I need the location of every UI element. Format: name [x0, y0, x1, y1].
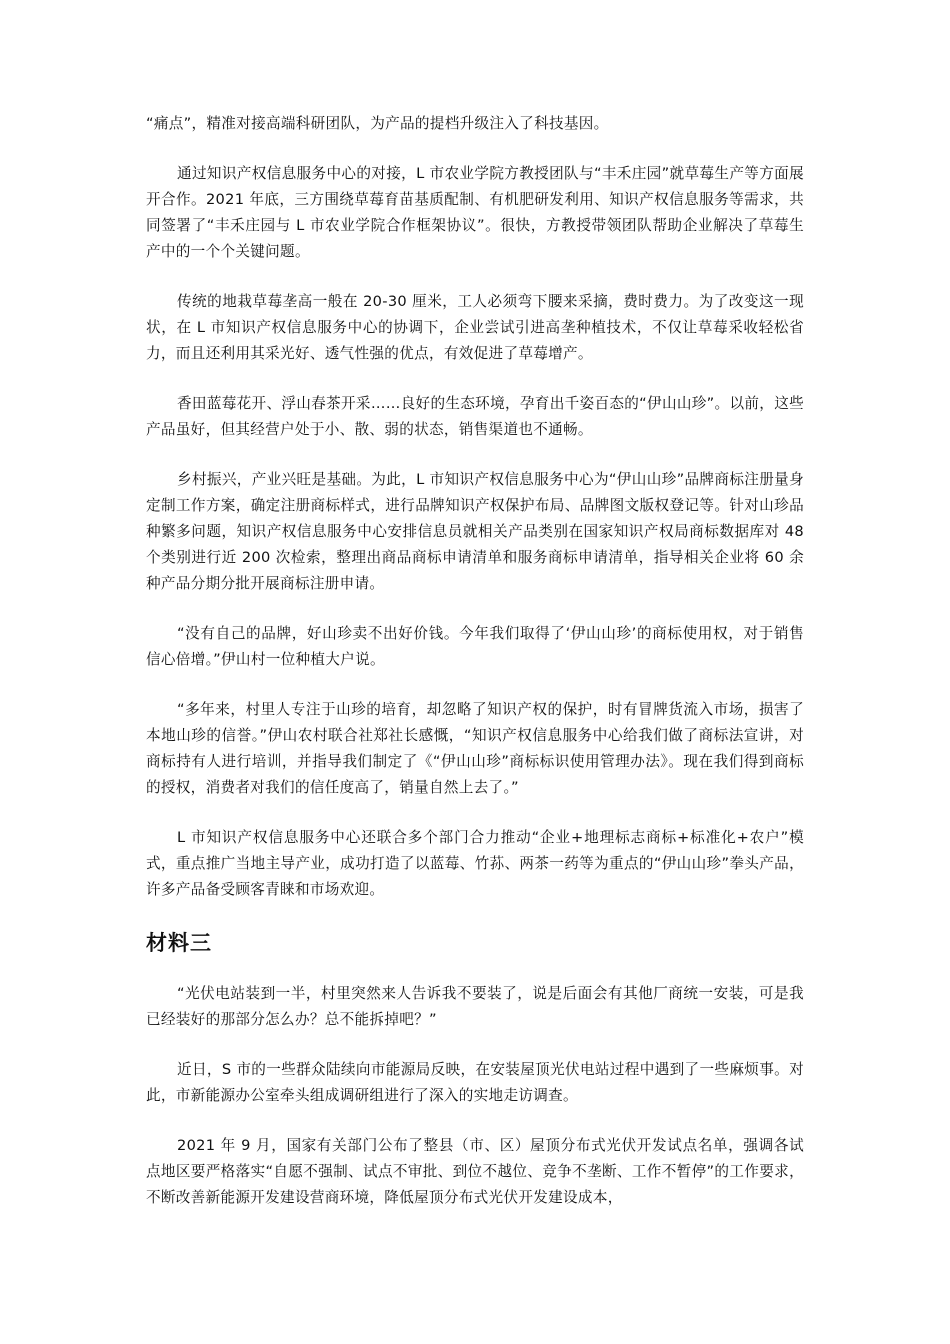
- paragraph-5: 乡村振兴，产业兴旺是基础。为此，L 市知识产权信息服务中心为“伊山山珍”品牌商标注册量身定制工作方案，确定注册商标样式，进行品牌知识产权保护布局、品牌图文版权登记等。针对山珍品种繁多问题，知识产权信息服务中心安排信息员就相关产品类别在国家知识产权局商标数据库对 48 个类别进行近 200 次检索，整理出商品商标申请清单和服务商标申请清单，指导相关企业将 60 余种产品分期分批开展商标注册申请。: [146, 471, 804, 592]
- paragraph-7: “多年来，村里人专注于山珍的培育，却忽略了知识产权的保护，时有冒牌货流入市场，损害了本地山珍的信誉。”伊山农村联合社郑社长感慨，“知识产权信息服务中心给我们做了商标法宣讲，对商标持有人进行培训，并指导我们制定了《“伊山山珍”商标标识使用管理办法》。现在我们得到商标的授权，消费者对我们的信任度高了，销量自然上去了。”: [146, 701, 804, 796]
- paragraph-6: “没有自己的品牌，好山珍卖不出好价钱。今年我们取得了‘伊山山珍’的商标使用权，对于销售信心倍增。”伊山村一位种植大户说。: [146, 625, 804, 668]
- paragraph-1: “痛点”，精准对接高端科研团队，为产品的提档升级注入了科技基因。: [146, 115, 609, 132]
- paragraph-9: “光伏电站装到一半，村里突然来人告诉我不要装了，说是后面会有其他厂商统一安装，可是我已经装好的那部分怎么办？总不能拆掉吧？”: [146, 985, 804, 1028]
- paragraph-3: 传统的地栽草莓垄高一般在 20-30 厘米，工人必须弯下腰来采摘，费时费力。为了改变这一现状，在 L 市知识产权信息服务中心的协调下，企业尝试引进高垄种植技术，不仅让草莓采收轻松省力，而且还利用其采光好、透气性强的优点，有效促进了草莓增产。: [146, 293, 804, 362]
- paragraph-8: L 市知识产权信息服务中心还联合多个部门合力推动“企业+地理标志商标+标准化+农户”模式，重点推广当地主导产业，成功打造了以蓝莓、竹荪、两茶一药等为重点的“伊山山珍”拳头产品，许多产品备受顾客青睐和市场欢迎。: [146, 829, 804, 898]
- paragraph-10: 近日，S 市的一些群众陆续向市能源局反映，在安装屋顶光伏电站过程中遇到了一些麻烦事。对此，市新能源办公室牵头组成调研组进行了深入的实地走访调查。: [146, 1061, 804, 1104]
- section-heading: 材料三: [146, 931, 212, 955]
- paragraph-2: 通过知识产权信息服务中心的对接，L 市农业学院方教授团队与“丰禾庄园”就草莓生产等方面展开合作。2021 年底，三方围绕草莓育苗基质配制、有机肥研发利用、知识产权信息服务等需求，共同签署了“丰禾庄园与 L 市农业学院合作框架协议”。很快，方教授带领团队帮助企业解决了草莓生产中的一个个关键问题。: [146, 165, 804, 260]
- paragraph-11: 2021 年 9 月，国家有关部门公布了整县（市、区）屋顶分布式光伏开发试点名单，强调各试点地区要严格落实“自愿不强制、试点不审批、到位不越位、竞争不垄断、工作不暂停”的工作要求，不断改善新能源开发建设营商环境，降低屋顶分布式光伏开发建设成本，: [146, 1137, 804, 1206]
- paragraph-4: 香田蓝莓花开、浮山春茶开采……良好的生态环境，孕育出千姿百态的“伊山山珍”。以前，这些产品虽好，但其经营户处于小、散、弱的状态，销售渠道也不通畅。: [146, 395, 804, 438]
